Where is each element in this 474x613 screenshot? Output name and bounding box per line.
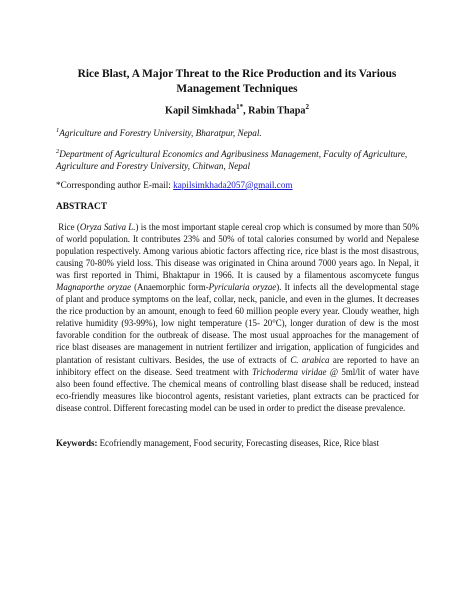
abstract-text: ) is the most important staple cereal crop which is consumed by more than 50% of world population. It contributes 23% and 50% of total calories consumed by world and Nepalese population respectively. Among various abiotic factors affecting rice, rice blast is the most disastrous, causing 70-80% yield loss. This disease was originated in China around 7000 years ago. In Nepal, it was first reported in Thimi, Bhaktapur in 1966. It is caused by a filamentous ascomycete fungus xyxy=(56,222,419,281)
author-line xyxy=(60,101,414,117)
affiliation-number: 1 xyxy=(56,127,60,134)
species-name: Pyricularia oryzae xyxy=(208,282,277,293)
abstract-text: are reported to have an inhibitory effect on the disease. Seed treatment with xyxy=(56,354,420,377)
corresponding-label: *Corresponding author E-mail: xyxy=(56,180,174,190)
affiliation-number: 2 xyxy=(56,148,60,155)
keywords-text: Ecofriendly management, Food security, Forecasting diseases, Rice, Rice blast xyxy=(97,438,380,448)
affiliation-text: Department of Agricultural Economics and Agribusiness Management, Faculty of Agriculture, Agriculture and Forestry University, Chitwan, Nepal xyxy=(56,149,408,171)
affiliation-text: Agriculture and Forestry University, Bharatpur, Nepal. xyxy=(59,128,262,139)
species-name: Trichoderma viridae xyxy=(252,366,327,377)
species-name: Oryza Sativa L. xyxy=(79,222,136,232)
abstract-heading: ABSTRACT xyxy=(56,202,108,212)
author-superscript: 1* xyxy=(236,103,244,111)
abstract-text: (Anaemorphic form- xyxy=(131,282,209,293)
keywords-label: Keywords: xyxy=(56,438,98,448)
species-name: C. arabica xyxy=(290,354,330,365)
author-name: Rabin Thapa xyxy=(248,105,306,117)
author-name: Kapil Simkhada xyxy=(165,105,237,117)
author-superscript: 2 xyxy=(305,103,309,111)
abstract-text: @ 5ml/lit of water have also been found effective. The chemical means of controlling blast disease shall be reduced, instead eco-friendly measures like biocontrol agents, resistant varieties, plant extracts can be practiced for disease control. Different forecasting model can be used in order to predict the disease prevalence. xyxy=(56,366,420,413)
corresponding-author xyxy=(56,180,426,192)
email-link[interactable]: kapilsimkhada2057@gmail.com xyxy=(173,180,293,190)
abstract-text: ). It infects all the developmental stage of plant and produce symptoms on the leaf, collar, neck, panicle, and even in the glumes. It decreases the rice production by an amount, enough to feed 60 million people every year. Cloudy weather, high relative humidity (93-99%), low night temperature (15- 20°C), longer duration of dew is the most favorable condition for the outbreak of disease. The most usual approaches for the management of rice blast diseases are management in nutrient fertilizer and irrigation, application of fungicides and plantation of resistant cultivars. Besides, the use of extracts of xyxy=(56,282,420,365)
abstract-text: Rice ( xyxy=(58,222,80,232)
paper-title: Rice Blast, A Major Threat to the Rice Production and its Various Management Techniques xyxy=(77,68,397,95)
affiliation-1 xyxy=(56,125,426,140)
species-name: Magnaporthe oryzae xyxy=(56,282,132,293)
affiliation-2 xyxy=(56,146,426,172)
author-separator: , xyxy=(243,105,249,117)
abstract-body xyxy=(56,221,419,414)
keywords xyxy=(56,437,426,449)
